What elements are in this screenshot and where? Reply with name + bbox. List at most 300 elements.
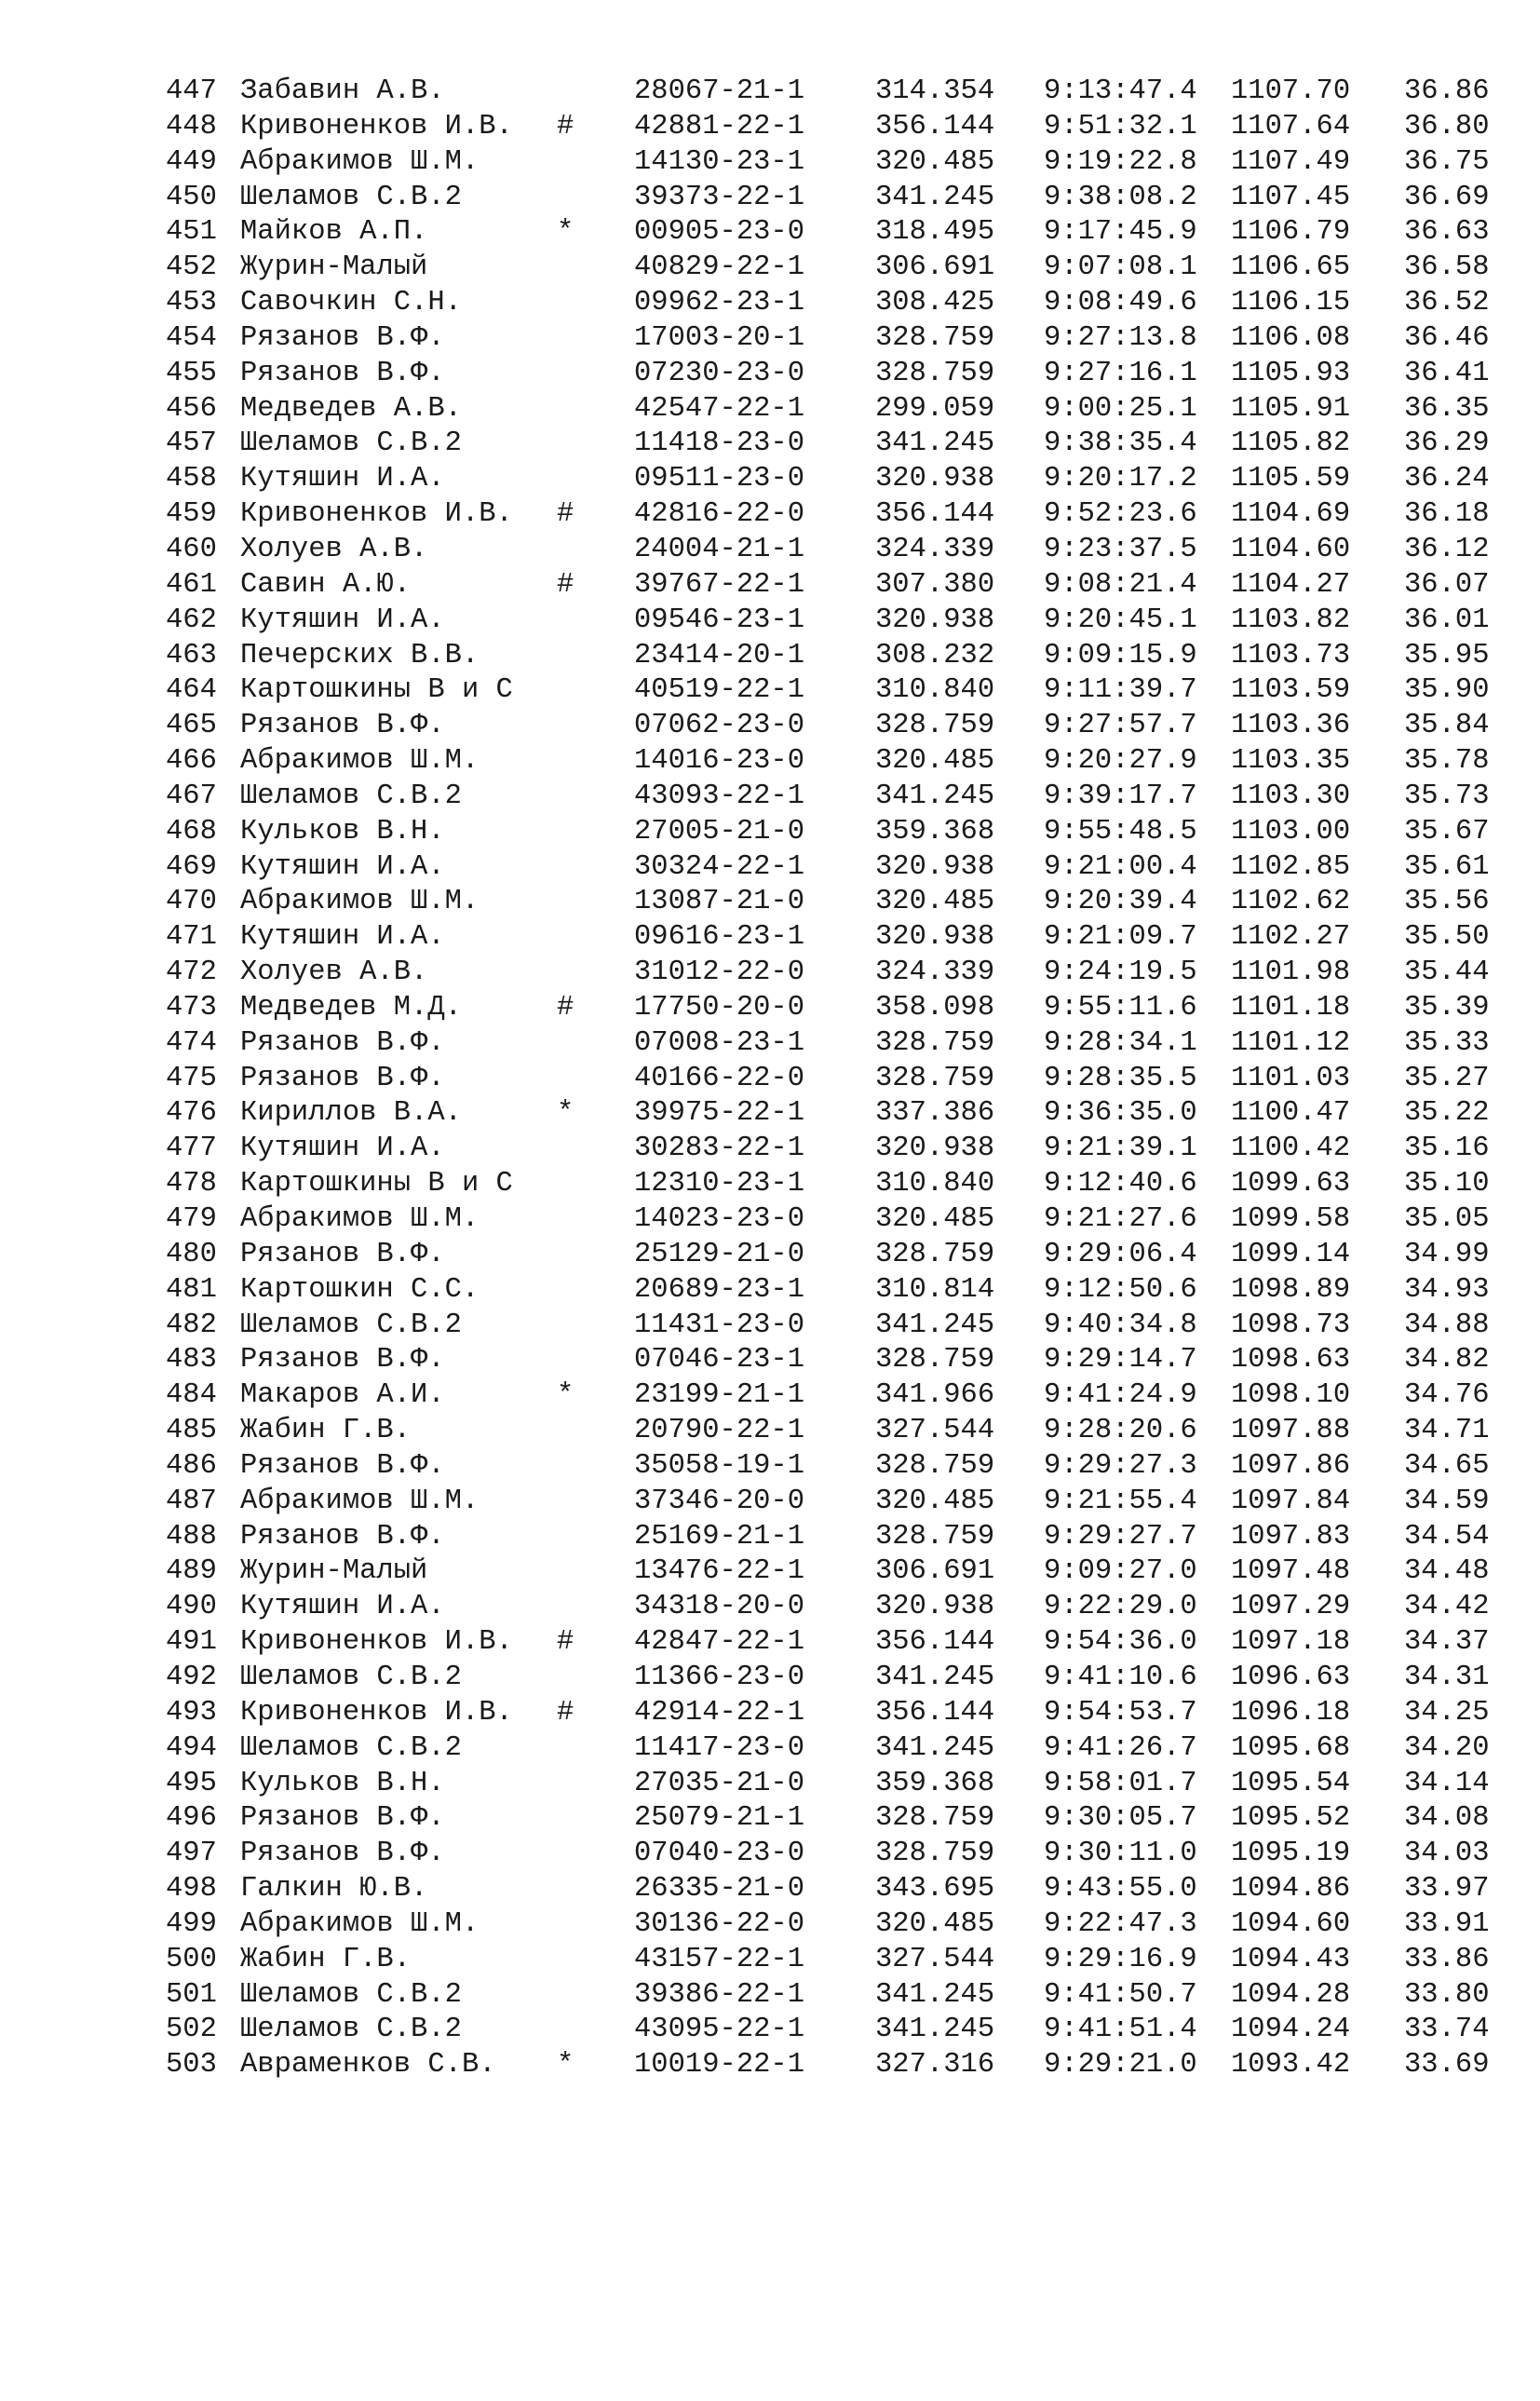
place-number: 488 (166, 1520, 217, 1553)
ring-number: 09511-23-0 (634, 463, 805, 495)
owner-name: Абракимов Ш.М. (240, 886, 480, 918)
score: 33.74 (1404, 2014, 1490, 2046)
place-number: 473 (166, 991, 217, 1024)
arrival-time: 9:29:14.7 (1044, 1344, 1197, 1377)
arrival-time: 9:52:23.6 (1044, 498, 1197, 531)
ring-number: 40166-22-0 (634, 1062, 805, 1094)
owner-name: Холуев А.В. (240, 533, 428, 565)
place-number: 485 (166, 1415, 217, 1447)
speed: 1101.12 (1231, 1026, 1351, 1059)
distance: 314.354 (875, 75, 995, 107)
arrival-time: 9:27:57.7 (1044, 710, 1197, 742)
place-number: 457 (166, 427, 217, 460)
table-row (166, 1273, 1490, 1309)
speed: 1106.79 (1231, 216, 1351, 249)
distance: 320.485 (875, 745, 995, 778)
table-row (166, 1696, 1490, 1731)
arrival-time: 9:09:15.9 (1044, 639, 1197, 671)
distance: 320.485 (875, 1203, 995, 1235)
speed: 1107.64 (1231, 110, 1351, 142)
place-number: 496 (166, 1802, 217, 1835)
distance: 324.339 (875, 533, 995, 565)
ring-number: 11366-23-0 (634, 1661, 805, 1693)
arrival-time: 9:21:55.4 (1044, 1485, 1197, 1517)
ring-number: 35058-19-1 (634, 1449, 805, 1482)
distance: 320.485 (875, 145, 995, 178)
place-number: 489 (166, 1555, 217, 1588)
speed: 1096.18 (1231, 1696, 1351, 1729)
owner-name: Рязанов В.Ф. (240, 1802, 445, 1835)
arrival-time: 9:40:34.8 (1044, 1309, 1197, 1341)
arrival-time: 9:41:26.7 (1044, 1731, 1197, 1764)
owner-name: Савин А.Ю. (240, 568, 412, 601)
ring-number: 23199-21-1 (634, 1379, 805, 1412)
score: 36.69 (1404, 181, 1490, 213)
owner-mark: * (557, 216, 574, 249)
speed: 1098.73 (1231, 1309, 1351, 1341)
ring-number: 25129-21-0 (634, 1238, 805, 1270)
score: 33.86 (1404, 1943, 1490, 1975)
score: 35.16 (1404, 1133, 1490, 1165)
distance: 328.759 (875, 357, 995, 389)
place-number: 499 (166, 1907, 217, 1940)
distance: 343.695 (875, 1873, 995, 1906)
table-row (166, 181, 1490, 216)
distance: 328.759 (875, 321, 995, 354)
table-row (166, 392, 1490, 427)
place-number: 478 (166, 1168, 217, 1200)
score: 35.39 (1404, 991, 1490, 1024)
distance: 356.144 (875, 498, 995, 531)
distance: 341.245 (875, 2014, 995, 2046)
owner-name: Рязанов В.Ф. (240, 1520, 445, 1553)
place-number: 454 (166, 321, 217, 354)
score: 33.97 (1404, 1873, 1490, 1906)
speed: 1103.73 (1231, 639, 1351, 671)
distance: 327.316 (875, 2049, 995, 2082)
distance: 310.814 (875, 1273, 995, 1306)
distance: 328.759 (875, 1238, 995, 1270)
ring-number: 14023-23-0 (634, 1203, 805, 1235)
ring-number: 10019-22-1 (634, 2049, 805, 2082)
table-row (166, 462, 1490, 497)
place-number: 458 (166, 463, 217, 495)
arrival-time: 9:55:11.6 (1044, 991, 1197, 1024)
score: 35.22 (1404, 1097, 1490, 1130)
owner-name: Кутяшин И.А. (240, 1591, 445, 1623)
table-row (166, 1661, 1490, 1696)
speed: 1098.10 (1231, 1379, 1351, 1412)
score: 36.24 (1404, 463, 1490, 495)
place-number: 501 (166, 1978, 217, 2011)
score: 34.76 (1404, 1379, 1490, 1412)
place-number: 490 (166, 1591, 217, 1623)
table-row (166, 1449, 1490, 1485)
table-row (166, 1238, 1490, 1273)
table-row (166, 1378, 1490, 1414)
owner-name: Рязанов В.Ф. (240, 1026, 445, 1059)
score: 36.41 (1404, 357, 1490, 389)
distance: 320.938 (875, 921, 995, 954)
table-row (166, 1026, 1490, 1062)
score: 34.31 (1404, 1661, 1490, 1693)
table-row (166, 321, 1490, 357)
owner-name: Журин-Малый (240, 1555, 428, 1588)
owner-name: Холуев А.В. (240, 956, 428, 989)
speed: 1107.49 (1231, 145, 1351, 178)
distance: 328.759 (875, 1062, 995, 1094)
place-number: 467 (166, 780, 217, 812)
score: 35.61 (1404, 850, 1490, 883)
owner-name: Кутяшин И.А. (240, 463, 445, 495)
table-row (166, 1202, 1490, 1238)
distance: 320.485 (875, 886, 995, 918)
place-number: 497 (166, 1838, 217, 1870)
owner-mark: # (557, 568, 574, 601)
place-number: 502 (166, 2014, 217, 2046)
distance: 324.339 (875, 956, 995, 989)
speed: 1099.63 (1231, 1168, 1351, 1200)
ring-number: 42881-22-1 (634, 110, 805, 142)
arrival-time: 9:27:16.1 (1044, 357, 1197, 389)
place-number: 495 (166, 1767, 217, 1799)
score: 36.18 (1404, 498, 1490, 531)
arrival-time: 9:28:20.6 (1044, 1415, 1197, 1447)
speed: 1097.88 (1231, 1415, 1351, 1447)
distance: 356.144 (875, 1696, 995, 1729)
table-row (166, 673, 1490, 709)
score: 34.25 (1404, 1696, 1490, 1729)
owner-name: Кульков В.Н. (240, 815, 445, 848)
arrival-time: 9:13:47.4 (1044, 75, 1197, 107)
place-number: 456 (166, 392, 217, 425)
owner-name: Рязанов В.Ф. (240, 1838, 445, 1870)
distance: 337.386 (875, 1097, 995, 1130)
arrival-time: 9:38:08.2 (1044, 181, 1197, 213)
distance: 341.245 (875, 1731, 995, 1764)
speed: 1099.58 (1231, 1203, 1351, 1235)
ring-number: 31012-22-0 (634, 956, 805, 989)
speed: 1097.29 (1231, 1591, 1351, 1623)
speed: 1103.30 (1231, 780, 1351, 812)
distance: 328.759 (875, 1449, 995, 1482)
distance: 327.544 (875, 1943, 995, 1975)
score: 34.20 (1404, 1731, 1490, 1764)
place-number: 477 (166, 1133, 217, 1165)
place-number: 482 (166, 1309, 217, 1341)
table-row (166, 568, 1490, 604)
ring-number: 27035-21-0 (634, 1767, 805, 1799)
owner-name: Кривоненков И.В. (240, 110, 513, 142)
distance: 341.245 (875, 780, 995, 812)
arrival-time: 9:41:50.7 (1044, 1978, 1197, 2011)
owner-name: Рязанов В.Ф. (240, 1449, 445, 1482)
owner-name: Шеламов С.В.2 (240, 780, 462, 812)
owner-name: Картошкины В и С (240, 1168, 513, 1200)
arrival-time: 9:20:39.4 (1044, 886, 1197, 918)
owner-mark: * (557, 1097, 574, 1130)
speed: 1105.93 (1231, 357, 1351, 389)
ring-number: 42547-22-1 (634, 392, 805, 425)
ring-number: 40519-22-1 (634, 674, 805, 707)
speed: 1105.82 (1231, 427, 1351, 460)
ring-number: 39386-22-1 (634, 1978, 805, 2011)
arrival-time: 9:36:35.0 (1044, 1097, 1197, 1130)
table-row (166, 286, 1490, 321)
speed: 1101.03 (1231, 1062, 1351, 1094)
arrival-time: 9:24:19.5 (1044, 956, 1197, 989)
owner-name: Савочкин С.Н. (240, 287, 462, 319)
ring-number: 14016-23-0 (634, 745, 805, 778)
distance: 358.098 (875, 991, 995, 1024)
arrival-time: 9:30:05.7 (1044, 1802, 1197, 1835)
arrival-time: 9:12:40.6 (1044, 1168, 1197, 1200)
ring-number: 11417-23-0 (634, 1731, 805, 1764)
ring-number: 39767-22-1 (634, 568, 805, 601)
ring-number: 07008-23-1 (634, 1026, 805, 1059)
speed: 1098.63 (1231, 1344, 1351, 1377)
speed: 1106.65 (1231, 251, 1351, 284)
arrival-time: 9:19:22.8 (1044, 145, 1197, 178)
place-number: 455 (166, 357, 217, 389)
score: 36.12 (1404, 533, 1490, 565)
arrival-time: 9:29:27.7 (1044, 1520, 1197, 1553)
speed: 1103.35 (1231, 745, 1351, 778)
ring-number: 28067-21-1 (634, 75, 805, 107)
owner-mark: * (557, 1379, 574, 1412)
speed: 1096.63 (1231, 1661, 1351, 1693)
speed: 1102.85 (1231, 850, 1351, 883)
arrival-time: 9:29:21.0 (1044, 2049, 1197, 2082)
ring-number: 11418-23-0 (634, 427, 805, 460)
speed: 1094.28 (1231, 1978, 1351, 2011)
ring-number: 39975-22-1 (634, 1097, 805, 1130)
owner-name: Кутяшин И.А. (240, 921, 445, 954)
owner-name: Майков А.П. (240, 216, 428, 249)
score: 34.37 (1404, 1626, 1490, 1659)
table-row (166, 1625, 1490, 1661)
owner-name: Шеламов С.В.2 (240, 2014, 462, 2046)
table-row (166, 1167, 1490, 1202)
ring-number: 20790-22-1 (634, 1415, 805, 1447)
score: 35.90 (1404, 674, 1490, 707)
speed: 1100.42 (1231, 1133, 1351, 1165)
table-row (166, 709, 1490, 744)
distance: 318.495 (875, 216, 995, 249)
owner-name: Шеламов С.В.2 (240, 1731, 462, 1764)
table-row (166, 110, 1490, 145)
score: 35.33 (1404, 1026, 1490, 1059)
table-row (166, 991, 1490, 1026)
owner-mark: # (557, 1696, 574, 1729)
distance: 356.144 (875, 1626, 995, 1659)
table-row (166, 1907, 1490, 1943)
table-row (166, 1767, 1490, 1802)
speed: 1097.48 (1231, 1555, 1351, 1588)
place-number: 494 (166, 1731, 217, 1764)
score: 34.59 (1404, 1485, 1490, 1517)
place-number: 503 (166, 2049, 217, 2082)
distance: 320.938 (875, 1591, 995, 1623)
ring-number: 37346-20-0 (634, 1485, 805, 1517)
place-number: 476 (166, 1097, 217, 1130)
arrival-time: 9:30:11.0 (1044, 1838, 1197, 1870)
ring-number: 09546-23-1 (634, 604, 805, 636)
score: 36.52 (1404, 287, 1490, 319)
table-row (166, 956, 1490, 991)
owner-name: Рязанов В.Ф. (240, 357, 445, 389)
ring-number: 09616-23-1 (634, 921, 805, 954)
arrival-time: 9:51:32.1 (1044, 110, 1197, 142)
arrival-time: 9:41:51.4 (1044, 2014, 1197, 2046)
table-row (166, 357, 1490, 392)
place-number: 466 (166, 745, 217, 778)
arrival-time: 9:29:27.3 (1044, 1449, 1197, 1482)
distance: 308.425 (875, 287, 995, 319)
score: 34.48 (1404, 1555, 1490, 1588)
arrival-time: 9:27:13.8 (1044, 321, 1197, 354)
score: 36.58 (1404, 251, 1490, 284)
score: 34.42 (1404, 1591, 1490, 1623)
score: 35.50 (1404, 921, 1490, 954)
score: 36.29 (1404, 427, 1490, 460)
table-row (166, 215, 1490, 251)
distance: 306.691 (875, 1555, 995, 1588)
speed: 1105.91 (1231, 392, 1351, 425)
ring-number: 25079-21-1 (634, 1802, 805, 1835)
results-table (166, 75, 1490, 2083)
table-row (166, 639, 1490, 674)
table-row (166, 427, 1490, 462)
speed: 1104.27 (1231, 568, 1351, 601)
table-row (166, 2048, 1490, 2083)
score: 36.80 (1404, 110, 1490, 142)
arrival-time: 9:22:47.3 (1044, 1907, 1197, 1940)
arrival-time: 9:20:27.9 (1044, 745, 1197, 778)
score: 34.82 (1404, 1344, 1490, 1377)
speed: 1097.83 (1231, 1520, 1351, 1553)
ring-number: 43095-22-1 (634, 2014, 805, 2046)
arrival-time: 9:21:09.7 (1044, 921, 1197, 954)
speed: 1093.42 (1231, 2049, 1351, 2082)
owner-name: Жабин Г.В. (240, 1943, 412, 1975)
distance: 307.380 (875, 568, 995, 601)
place-number: 479 (166, 1203, 217, 1235)
ring-number: 43093-22-1 (634, 780, 805, 812)
owner-mark: * (557, 2049, 574, 2082)
owner-name: Кульков В.Н. (240, 1767, 445, 1799)
owner-name: Абракимов Ш.М. (240, 1485, 480, 1517)
score: 34.65 (1404, 1449, 1490, 1482)
table-row (166, 1343, 1490, 1378)
arrival-time: 9:28:34.1 (1044, 1026, 1197, 1059)
table-row (166, 1872, 1490, 1907)
speed: 1095.68 (1231, 1731, 1351, 1764)
table-row (166, 2013, 1490, 2048)
table-row (166, 1309, 1490, 1344)
place-number: 463 (166, 639, 217, 671)
table-row (166, 1554, 1490, 1590)
arrival-time: 9:00:25.1 (1044, 392, 1197, 425)
owner-name: Печерских В.В. (240, 639, 480, 671)
arrival-time: 9:38:35.4 (1044, 427, 1197, 460)
score: 35.56 (1404, 886, 1490, 918)
ring-number: 07062-23-0 (634, 710, 805, 742)
speed: 1103.36 (1231, 710, 1351, 742)
distance: 341.245 (875, 1978, 995, 2011)
ring-number: 42847-22-1 (634, 1626, 805, 1659)
owner-mark: # (557, 110, 574, 142)
place-number: 461 (166, 568, 217, 601)
speed: 1097.86 (1231, 1449, 1351, 1482)
arrival-time: 9:43:55.0 (1044, 1873, 1197, 1906)
owner-name: Рязанов В.Ф. (240, 1062, 445, 1094)
ring-number: 25169-21-1 (634, 1520, 805, 1553)
speed: 1104.69 (1231, 498, 1351, 531)
arrival-time: 9:28:35.5 (1044, 1062, 1197, 1094)
place-number: 452 (166, 251, 217, 284)
owner-name: Рязанов В.Ф. (240, 710, 445, 742)
place-number: 448 (166, 110, 217, 142)
owner-name: Шеламов С.В.2 (240, 1978, 462, 2011)
score: 35.95 (1404, 639, 1490, 671)
arrival-time: 9:17:45.9 (1044, 216, 1197, 249)
speed: 1101.98 (1231, 956, 1351, 989)
speed: 1097.18 (1231, 1626, 1351, 1659)
place-number: 464 (166, 674, 217, 707)
speed: 1102.62 (1231, 886, 1351, 918)
place-number: 472 (166, 956, 217, 989)
place-number: 470 (166, 886, 217, 918)
place-number: 451 (166, 216, 217, 249)
ring-number: 26335-21-0 (634, 1873, 805, 1906)
score: 34.54 (1404, 1520, 1490, 1553)
ring-number: 40829-22-1 (634, 251, 805, 284)
place-number: 474 (166, 1026, 217, 1059)
speed: 1102.27 (1231, 921, 1351, 954)
speed: 1094.43 (1231, 1943, 1351, 1975)
arrival-time: 9:21:00.4 (1044, 850, 1197, 883)
score: 36.46 (1404, 321, 1490, 354)
score: 36.07 (1404, 568, 1490, 601)
ring-number: 13087-21-0 (634, 886, 805, 918)
ring-number: 00905-23-0 (634, 216, 805, 249)
owner-name: Рязанов В.Ф. (240, 1238, 445, 1270)
score: 35.84 (1404, 710, 1490, 742)
distance: 320.485 (875, 1485, 995, 1517)
table-row (166, 1062, 1490, 1097)
arrival-time: 9:29:16.9 (1044, 1943, 1197, 1975)
arrival-time: 9:20:17.2 (1044, 463, 1197, 495)
place-number: 449 (166, 145, 217, 178)
score: 34.93 (1404, 1273, 1490, 1306)
speed: 1097.84 (1231, 1485, 1351, 1517)
arrival-time: 9:58:01.7 (1044, 1767, 1197, 1799)
table-row (166, 1943, 1490, 1978)
table-row (166, 604, 1490, 639)
ring-number: 17003-20-1 (634, 321, 805, 354)
distance: 308.232 (875, 639, 995, 671)
distance: 310.840 (875, 674, 995, 707)
score: 34.03 (1404, 1838, 1490, 1870)
place-number: 486 (166, 1449, 217, 1482)
score: 35.10 (1404, 1168, 1490, 1200)
owner-name: Абракимов Ш.М. (240, 745, 480, 778)
score: 35.44 (1404, 956, 1490, 989)
score: 34.08 (1404, 1802, 1490, 1835)
table-row (166, 1801, 1490, 1837)
arrival-time: 9:22:29.0 (1044, 1591, 1197, 1623)
